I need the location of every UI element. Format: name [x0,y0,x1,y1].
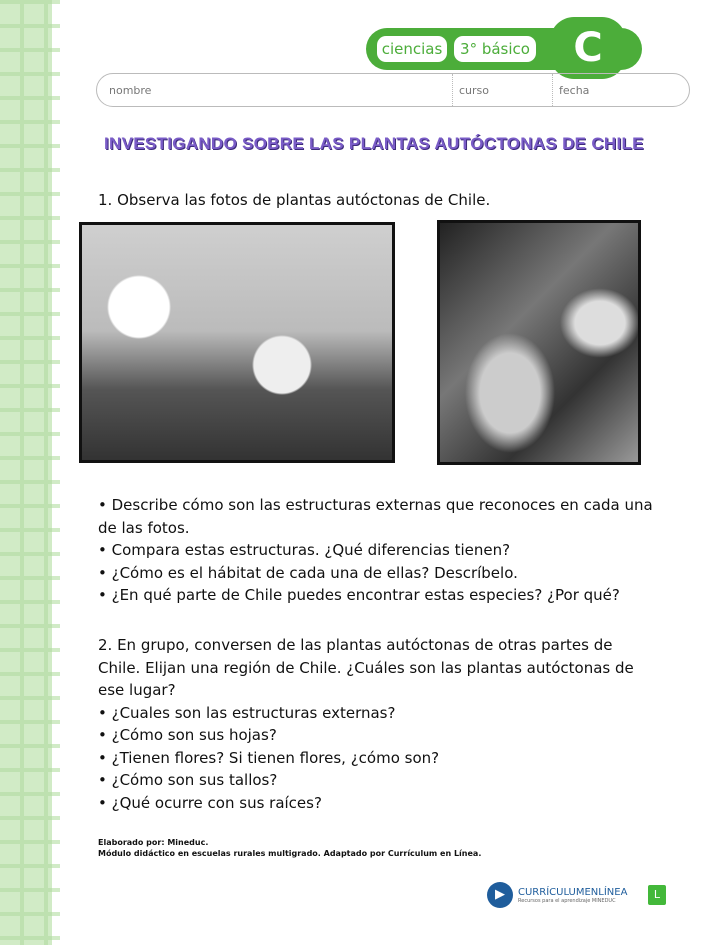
credit-author: Elaborado por: Mineduc. [98,838,209,847]
course-field[interactable]: curso [459,84,490,97]
date-field[interactable]: fecha [559,84,590,97]
bullet: • Compara estas estructuras. ¿Qué diferencias tienen? [98,541,511,559]
bullet: • ¿Cuales son las estructuras externas? [98,703,396,722]
grade-tag: 3° básico [454,36,536,62]
credit-source: Módulo didáctico en escuelas rurales multigrado. Adaptado por Currículum en Línea. [98,849,482,858]
page-title: INVESTIGANDO SOBRE LAS PLANTAS AUTÓCTONAS DE CHILE [104,134,644,153]
logo-name: CURRÍCULUMENLÍNEA [518,886,628,898]
logo-subtitle: Recursos para el aprendizaje MINEDUC [518,897,616,904]
bullets-1 [98,494,658,607]
student-fields [96,73,690,107]
cactus-flower-photo [79,222,395,463]
subject-letter: C [550,17,626,79]
decorative-sidebar [0,0,52,945]
question-2: 2. En grupo, conversen de las plantas autóctonas de otras partes de Chile. Elijan una región de Chile. ¿Cuáles son las plantas autóctonas de ese lugar? [98,636,634,699]
copihue-flower-photo [437,220,641,465]
bullet: • ¿Tienen flores? Si tienen flores, ¿cómo son? [98,748,440,767]
curriculum-logo [487,882,627,908]
bullet: • ¿En qué parte de Chile puedes encontrar estas especies? ¿Por qué? [98,586,620,604]
play-icon: ▶ [487,882,513,908]
bullet: • ¿Qué ocurre con sus raíces? [98,793,322,812]
bullet: • ¿Cómo son sus hojas? [98,726,277,744]
level-badge: L [648,885,666,905]
question-1: 1. Observa las fotos de plantas autóctonas de Chile. [98,191,491,209]
bullet: • ¿Cómo es el hábitat de cada una de ellas? Descríbelo. [98,563,518,582]
bullet: • Describe cómo son las estructuras externas que reconoces en cada una de las fotos. [98,496,653,537]
question-2-block [98,634,658,814]
subject-tag: ciencias [377,36,447,62]
name-field[interactable]: nombre [109,84,152,97]
credits [98,837,481,859]
bullet: • ¿Cómo son sus tallos? [98,771,278,789]
